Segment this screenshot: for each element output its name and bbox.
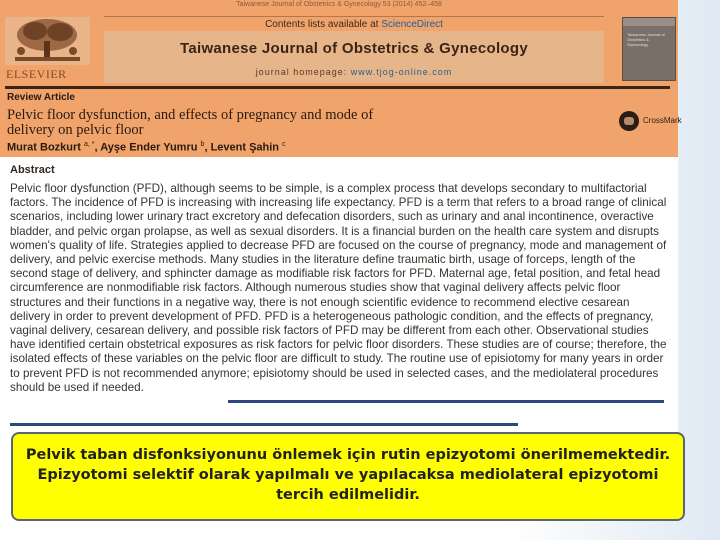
- tree-logo-icon: [5, 17, 90, 65]
- journal-citation: Taiwanese Journal of Obstetrics & Gynecology 53 (2014) 452–458: [236, 1, 442, 8]
- author-affiliation: a, *: [84, 141, 95, 148]
- homepage-prefix: journal homepage:: [255, 67, 351, 77]
- author-name[interactable]: Murat Bozkurt: [7, 141, 81, 154]
- publisher-name: ELSEVIER: [6, 67, 67, 81]
- article-title: [7, 108, 607, 138]
- callout-line: tercih edilmelidir.: [276, 487, 420, 503]
- contents-line: [104, 19, 604, 30]
- abstract-section: [0, 157, 678, 432]
- author-affiliation: b: [200, 141, 205, 148]
- journal-title: Taiwanese Journal of Obstetrics & Gynecology: [179, 40, 528, 57]
- summary-callout: [11, 432, 685, 521]
- author-affiliation: c: [282, 141, 286, 148]
- cover-strip: [623, 18, 675, 26]
- homepage-link[interactable]: www.tjog-online.com: [350, 67, 453, 77]
- callout-line: Epizyotomi selektif olarak yapılmalı ve yapılacaksa mediolateral epizyotomi: [37, 467, 659, 483]
- article-title-line: Pelvic floor dysfunction, and effects of pregnancy and mode of: [7, 107, 374, 123]
- journal-banner: [104, 31, 604, 83]
- crossmark-label: CrossMark: [643, 116, 682, 125]
- highlight-underline: [228, 400, 664, 403]
- cover-title: Taiwanese Journal of Obstetrics & Gynecology: [627, 32, 665, 47]
- callout-text: [17, 445, 679, 505]
- crossmark-icon: [619, 111, 639, 131]
- abstract-body: [10, 182, 670, 395]
- highlight-underline: [10, 423, 518, 426]
- author-list: Murat Bozkurt $^{a, *}$, Ayşe Ender Yumru $^b$, Levent Şahin $^c$: [7, 141, 286, 154]
- journal-cover: [622, 17, 676, 81]
- article-type: Review Article: [7, 92, 75, 103]
- article-title-line: delivery on pelvic floor: [7, 122, 144, 138]
- abstract-text: Pelvic floor dysfunction (PFD), although seems to be simple, is a complex process that develops secondary to multifactorial factors. The incidence of PFD is increasing with increasing life expectancy. PFD is a term that refers to a broad range of clinical scenarios, including lower urinary tract excretory and defecation disorders, such as urinary and anal incontinence, overactive bladder, and pelvic organ prolapse, as well as sexual disorders. It is a financial burden on the health care system and disrupts women's quality of life. Strategies applied to decrease PFD are focused on the course of pregnancy, mode and management of delivery, and pelvic exercise methods. Many studies in the literature define traumatic birth, usage of forceps, length of the second stage of delivery, and sphincter damage as modifiable risk factors for PFD. Maternal age, fetal position, and fetal head circumference are nonmodifiable risk factors. Although numerous studies show that vaginal delivery affects pelvic floor structures and their functions in a negative way, there is not enough scientific evidence to recommend elective cesarean delivery in order to prevent development of PFD. PFD is a heterogeneous pathologic condition, and the effects of pregnancy, vaginal delivery, cesarean delivery, and possible risk factors of PFD may be different from each other. Observational studies have identified certain obstetrical exposures as risk factors for pelvic floor disorders. These studies are of course; therefore, the isolated effects of these variables on the pelvic floor are difficult to study.: [10, 182, 667, 366]
- author-name[interactable]: Levent Şahin: [210, 141, 280, 154]
- sciencedirect-link[interactable]: ScienceDirect: [381, 19, 443, 30]
- contents-prefix: Contents lists available at: [265, 19, 382, 30]
- article-header: [0, 0, 682, 157]
- highlighted-sentence: anymore; episiotomy should be used in selected cases, and the mediolateral procedures should be used if needed.: [10, 366, 659, 394]
- crossmark-badge[interactable]: [619, 111, 682, 131]
- highlighted-sentence: The routine use of episiotomy for many years in order to prevent PFD is not recommended: [10, 352, 664, 380]
- title-divider: [5, 86, 670, 89]
- author-name[interactable]: Ayşe Ender Yumru: [100, 141, 198, 154]
- abstract-heading: Abstract: [10, 164, 55, 176]
- callout-line: Pelvik taban disfonksiyonunu önlemek için rutin epizyotomi önerilmemektedir.: [25, 447, 671, 463]
- header-rule: [104, 16, 604, 17]
- journal-homepage: [104, 67, 604, 77]
